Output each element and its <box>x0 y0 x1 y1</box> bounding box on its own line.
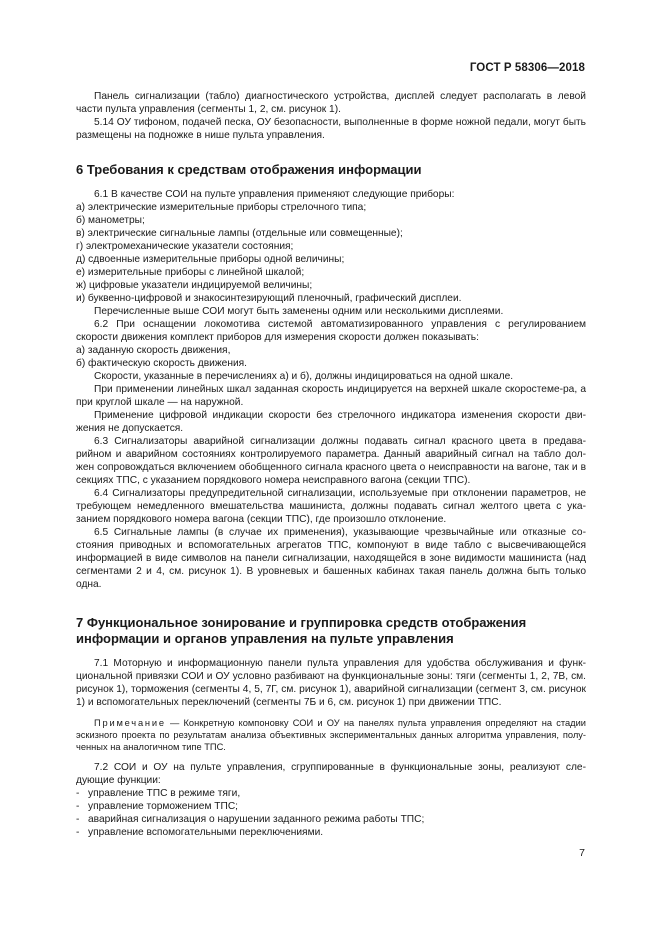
list-item-text: управление ТПС в режиме тяги, <box>88 788 241 799</box>
dash-marker: - <box>76 801 80 812</box>
list-item: б) манометры; <box>76 215 145 226</box>
dash-marker: - <box>76 788 80 799</box>
list-item <box>76 800 586 813</box>
clause-6-2-b: При применении линейных шкал заданная скорость индицируется на верхней шкале скоростеме-ра, а при круглой шкале — на наружной. <box>76 384 586 408</box>
document-id-header: ГОСТ Р 58306—2018 <box>469 62 585 74</box>
section-7-title: 7 Функциональное зонирование и группировка средств отображения информации и органов управления на пульте управления <box>76 615 527 646</box>
intro-paragraph-2: 5.14 ОУ тифоном, подачей песка, ОУ безопасности, выполненные в форме ножной педали, могут быть размещены на подножке в нише пульта управления. <box>76 117 586 141</box>
list-item: е) измерительные приборы с линейной шкалой; <box>76 267 305 278</box>
list-item <box>76 813 586 826</box>
clause-6-1-tail: Перечисленные выше СОИ могут быть заменены одним или несколькими дисплеями. <box>94 306 504 317</box>
note-label: Примечание <box>94 718 166 728</box>
list-item-text: управление торможением ТПС; <box>88 801 239 812</box>
note <box>76 717 586 753</box>
clause-6-2-c: Применение цифровой индикации скорости без стрелочного индикатора изменения скорости дви-жения не допускается. <box>76 410 586 434</box>
list-item: в) электрические сигнальные лампы (отдельные или совмещенные); <box>76 228 403 239</box>
intro-paragraph-1: Панель сигнализации (табло) диагностического устройства, дисплей следует располагать в левой части пульта управления (сегменты 1, 2, см. рисунок 1). <box>76 91 586 115</box>
list-item-text: аварийная сигнализация о нарушении заданного режима работы ТПС; <box>88 814 425 825</box>
page-content <box>76 90 586 839</box>
clause-7-2: 7.2 СОИ и ОУ на пульте управления, сгруппированные в функциональные зоны, реализуют сле-дующие функции: <box>76 762 586 786</box>
list-item <box>76 826 586 839</box>
clause-6-2-a: Скорости, указанные в перечислениях а) и б), должны индицироваться на одной шкале. <box>94 371 514 382</box>
clause-6-3: 6.3 Сигнализаторы аварийной сигнализации должны подавать сигнал красного цвета в предава-рийном и аварийном состояниях контролируемого параметра. Данный аварийный сигнал на табло дол-жен сопровождаться включением обобщенного сигнала красного цвета о неисправности на вагоне, так и в секциях ТПС, с указанием порядкового номера неисправного вагона (секции ТПС). <box>76 436 586 486</box>
devices-list <box>76 201 586 305</box>
list-item: а) электрические измерительные приборы стрелочного типа; <box>76 202 367 213</box>
list-item <box>76 787 586 800</box>
page-number: 7 <box>579 847 585 859</box>
section-6-title: 6 Требования к средствам отображения информации <box>76 162 422 177</box>
list-item: д) сдвоенные измерительные приборы одной величины; <box>76 254 345 265</box>
speeds-list <box>76 344 586 370</box>
list-item: б) фактическую скорость движения. <box>76 358 247 369</box>
clause-7-1: 7.1 Моторную и информационную панели пульта управления для удобства обслуживания и функ-циональной привязки СОИ и ОУ условно разбивают на функциональные зоны: тяги (сегменты 1, 2, 7В, см. рисунок 1), торможения (сегменты 4, 5, 7Г, см. рисунок 1), аварийной сигнализации (сегмент 3, см. рисунок 1) и вспомогательных переключений (сегменты 7Б и 6, см. рисунок 1) при движении ТПС. <box>76 658 586 708</box>
dash-marker: - <box>76 827 80 838</box>
clause-6-4: 6.4 Сигнализаторы предупредительной сигнализации, используемые при отклонении параметров, не требующем немедленного вмешательства машиниста, должны подавать сигнал желтого цвета с ука-занием порядкового номера вагона (секции ТПС), где произошло отклонение. <box>76 488 586 525</box>
dash-marker: - <box>76 814 80 825</box>
note-text: — Конкретную компоновку СОИ и ОУ на панелях пульта управления определяют на стадии эскизного проекта по результатам анализа объективных экспериментальных данных алгоритма управления, полу-ченных на аналогичном типе ТПС. <box>76 718 586 752</box>
list-item: а) заданную скорость движения, <box>76 345 231 356</box>
clause-6-1: 6.1 В качестве СОИ на пульте управления применяют следующие приборы: <box>94 189 455 200</box>
functions-list <box>76 787 586 839</box>
clause-6-5: 6.5 Сигнальные лампы (в случае их применения), указывающие чрезвычайные или отказные со-стояния приводных и вспомогательных агрегатов ТПС, компонуют в виде табло с высвечивающейся информацией в виде символов на панели сигнализации, находящейся в зоне видимости машиниста (над сегментами 2 и 4, см. рисунок 1). В уровневых и башенных кабинах такая панель должна быть только одна. <box>76 527 586 590</box>
list-item-text: управление вспомогательными переключениями. <box>88 827 324 838</box>
clause-6-2: 6.2 При оснащении локомотива системой автоматизированного управления с регулированием скорости движения комплект приборов для измерения скорости должен показывать: <box>76 319 586 343</box>
list-item: ж) цифровые указатели индицируемой величины; <box>76 280 313 291</box>
list-item: г) электромеханические указатели состояния; <box>76 241 294 252</box>
list-item: и) буквенно-цифровой и знакосинтезирующий пленочный, графический дисплеи. <box>76 293 462 304</box>
